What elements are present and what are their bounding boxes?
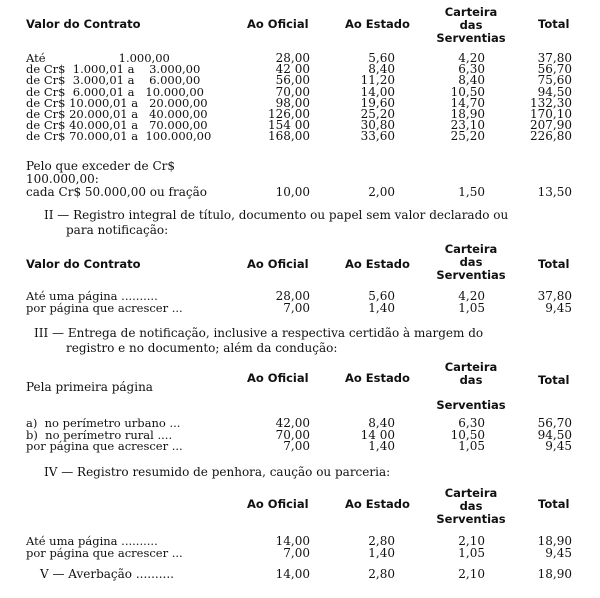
row-total: 94,50 (537, 84, 572, 99)
header3-estado: Ao Estado (345, 371, 410, 385)
row-total: 9,45 (545, 439, 572, 453)
section-5-estado: 2,80 (368, 567, 395, 581)
row-oficial: 98,00 (275, 95, 310, 110)
header-valor: Valor do Contrato (26, 17, 141, 31)
row-label: de Cr$ 20.000,01 a 40.000,00 (26, 107, 208, 121)
row-oficial: 42 00 (275, 62, 310, 77)
row-estado: 8,40 (368, 62, 395, 77)
row-carteira: 6,30 (458, 62, 485, 77)
row-estado: 8,40 (368, 416, 395, 430)
row-label: de Cr$ 6.000,01 a 10.000,00 (26, 84, 204, 99)
row-estado: 25,20 (360, 107, 395, 121)
header2-carteira-2: das (459, 255, 483, 269)
header-oficial: Ao Oficial (247, 17, 309, 31)
excess-carteira: 1,50 (458, 185, 485, 199)
excess-line-2: 100.000,00: (26, 172, 99, 186)
row-total: 226,80 (530, 129, 572, 144)
row-estado: 5,60 (368, 289, 395, 303)
row-carteira: 25,20 (450, 129, 485, 144)
row-label: de Cr$ 1.000,01 a 3.000,00 (26, 62, 201, 77)
header2-oficial: Ao Oficial (247, 257, 309, 271)
row-estado: 11,20 (360, 73, 395, 88)
row-label: Até 1.000,00 (26, 51, 170, 65)
header-total: Total (538, 17, 570, 31)
row-total: 170,10 (530, 107, 572, 121)
excess-estado: 2,00 (368, 185, 395, 199)
header2-carteira-3: Serventias (436, 268, 506, 282)
row-total: 75,60 (537, 73, 572, 88)
row-carteira: 18,90 (450, 107, 485, 121)
row-estado: 2,80 (368, 534, 395, 548)
row-label: de Cr$ 40.000,01 a 70.000,00 (26, 118, 208, 133)
row-carteira: 10,50 (450, 84, 485, 99)
row-oficial: 126,00 (268, 107, 310, 121)
row-total: 56,70 (537, 416, 572, 430)
header3-carteira-1: Carteira (444, 360, 498, 374)
row-total: 18,90 (537, 534, 572, 548)
row-estado: 5,60 (368, 51, 395, 65)
row-label: Até uma página .......... (26, 289, 158, 303)
section-5-oficial: 14,00 (275, 567, 310, 581)
header-estado: Ao Estado (345, 17, 410, 31)
header2-estado: Ao Estado (345, 257, 410, 271)
row-label: de Cr$ 70.000,01 a 100.000,00 (26, 129, 212, 144)
header4-total: Total (538, 497, 570, 511)
row-carteira: 1,05 (458, 439, 485, 453)
excess-oficial: 10,00 (275, 185, 310, 199)
header2-carteira-1: Carteira (444, 242, 498, 256)
header2-total: Total (538, 257, 570, 271)
row-oficial: 70,00 (275, 84, 310, 99)
row-total: 207,90 (530, 118, 572, 133)
header-carteira-3: Serventias (436, 31, 506, 45)
row-oficial: 154 00 (268, 118, 310, 133)
header4-oficial: Ao Oficial (247, 497, 309, 511)
row-total: 94,50 (537, 427, 572, 442)
row-estado: 33,60 (360, 129, 395, 144)
row-total: 9,45 (545, 301, 572, 315)
row-carteira: 1,05 (458, 546, 485, 560)
header4-carteira-2: das (459, 499, 483, 513)
row-label: a) no perímetro urbano ... (26, 416, 181, 430)
row-carteira: 10,50 (450, 427, 485, 442)
row-total: 37,80 (537, 289, 572, 303)
row-carteira: 14,70 (450, 95, 485, 110)
excess-line-3: cada Cr$ 50.000,00 ou fração (26, 185, 207, 199)
row-estado: 1,40 (368, 301, 395, 315)
row-carteira: 4,20 (458, 51, 485, 65)
row-carteira: 23,10 (450, 118, 485, 133)
row-oficial: 7,00 (283, 546, 310, 560)
row-carteira: 6,30 (458, 416, 485, 430)
row-oficial: 28,00 (275, 51, 310, 65)
row-oficial: 14,00 (275, 534, 310, 548)
header3-carteira-2: das (459, 373, 483, 387)
row-total: 37,80 (537, 51, 572, 65)
row-estado: 30,80 (360, 118, 395, 133)
row-estado: 14 00 (360, 427, 395, 442)
row-estado: 14,00 (360, 84, 395, 99)
row-label: por página que acrescer ... (26, 439, 183, 453)
row-oficial: 7,00 (283, 439, 310, 453)
row-estado: 1,40 (368, 439, 395, 453)
section-3-line-1: III — Entrega de notificação, inclusive a respectiva certidão à margem do (34, 326, 484, 340)
header2-valor: Valor do Contrato (26, 257, 141, 271)
row-estado: 1,40 (368, 546, 395, 560)
row-label: b) no perímetro rural .... (26, 427, 173, 442)
section-5-label: V — Averbação .......... (40, 567, 174, 581)
row-carteira: 4,20 (458, 289, 485, 303)
header4-carteira-3: Serventias (436, 512, 506, 526)
row-oficial: 168,00 (268, 129, 310, 144)
row-oficial: 56,00 (275, 73, 310, 88)
section-2-line-2: para notificação: (66, 223, 169, 237)
row-label: Até uma página .......... (26, 534, 158, 548)
row-carteira: 1,05 (458, 301, 485, 315)
header4-estado: Ao Estado (345, 497, 410, 511)
row-oficial: 28,00 (275, 289, 310, 303)
header-carteira-1: Carteira (444, 5, 498, 19)
section-5-carteira: 2,10 (458, 567, 485, 581)
excess-line-1: Pelo que exceder de Cr$ (26, 159, 176, 173)
section-5-total: 18,90 (537, 567, 572, 581)
row-label: por página que acrescer ... (26, 301, 183, 315)
header3-carteira-3: Serventias (436, 398, 506, 412)
excess-total: 13,50 (537, 185, 572, 199)
row-total: 56,70 (537, 62, 572, 77)
row-label: de Cr$ 3.000,01 a 6.000,00 (26, 73, 201, 88)
row-oficial: 42,00 (275, 416, 310, 430)
row-total: 132,30 (530, 95, 572, 110)
first-page-label: Pela primeira página (26, 380, 153, 394)
section-2-line-1: II — Registro integral de título, documento ou papel sem valor declarado ou (44, 208, 509, 222)
header3-oficial: Ao Oficial (247, 371, 309, 385)
row-label: de Cr$ 10.000,01 a 20.000,00 (26, 95, 208, 110)
row-estado: 19,60 (360, 95, 395, 110)
row-label: por página que acrescer ... (26, 546, 183, 560)
section-3-line-2: registro e no documento; além da condução: (66, 341, 338, 355)
row-oficial: 70,00 (275, 427, 310, 442)
header3-total: Total (538, 373, 570, 387)
section-4-line-1: IV — Registro resumido de penhora, caução ou parceria: (44, 465, 391, 479)
row-total: 9,45 (545, 546, 572, 560)
row-carteira: 2,10 (458, 534, 485, 548)
header4-carteira-1: Carteira (444, 486, 498, 500)
row-oficial: 7,00 (283, 301, 310, 315)
header-carteira-2: das (459, 18, 483, 32)
row-carteira: 8,40 (458, 73, 485, 88)
